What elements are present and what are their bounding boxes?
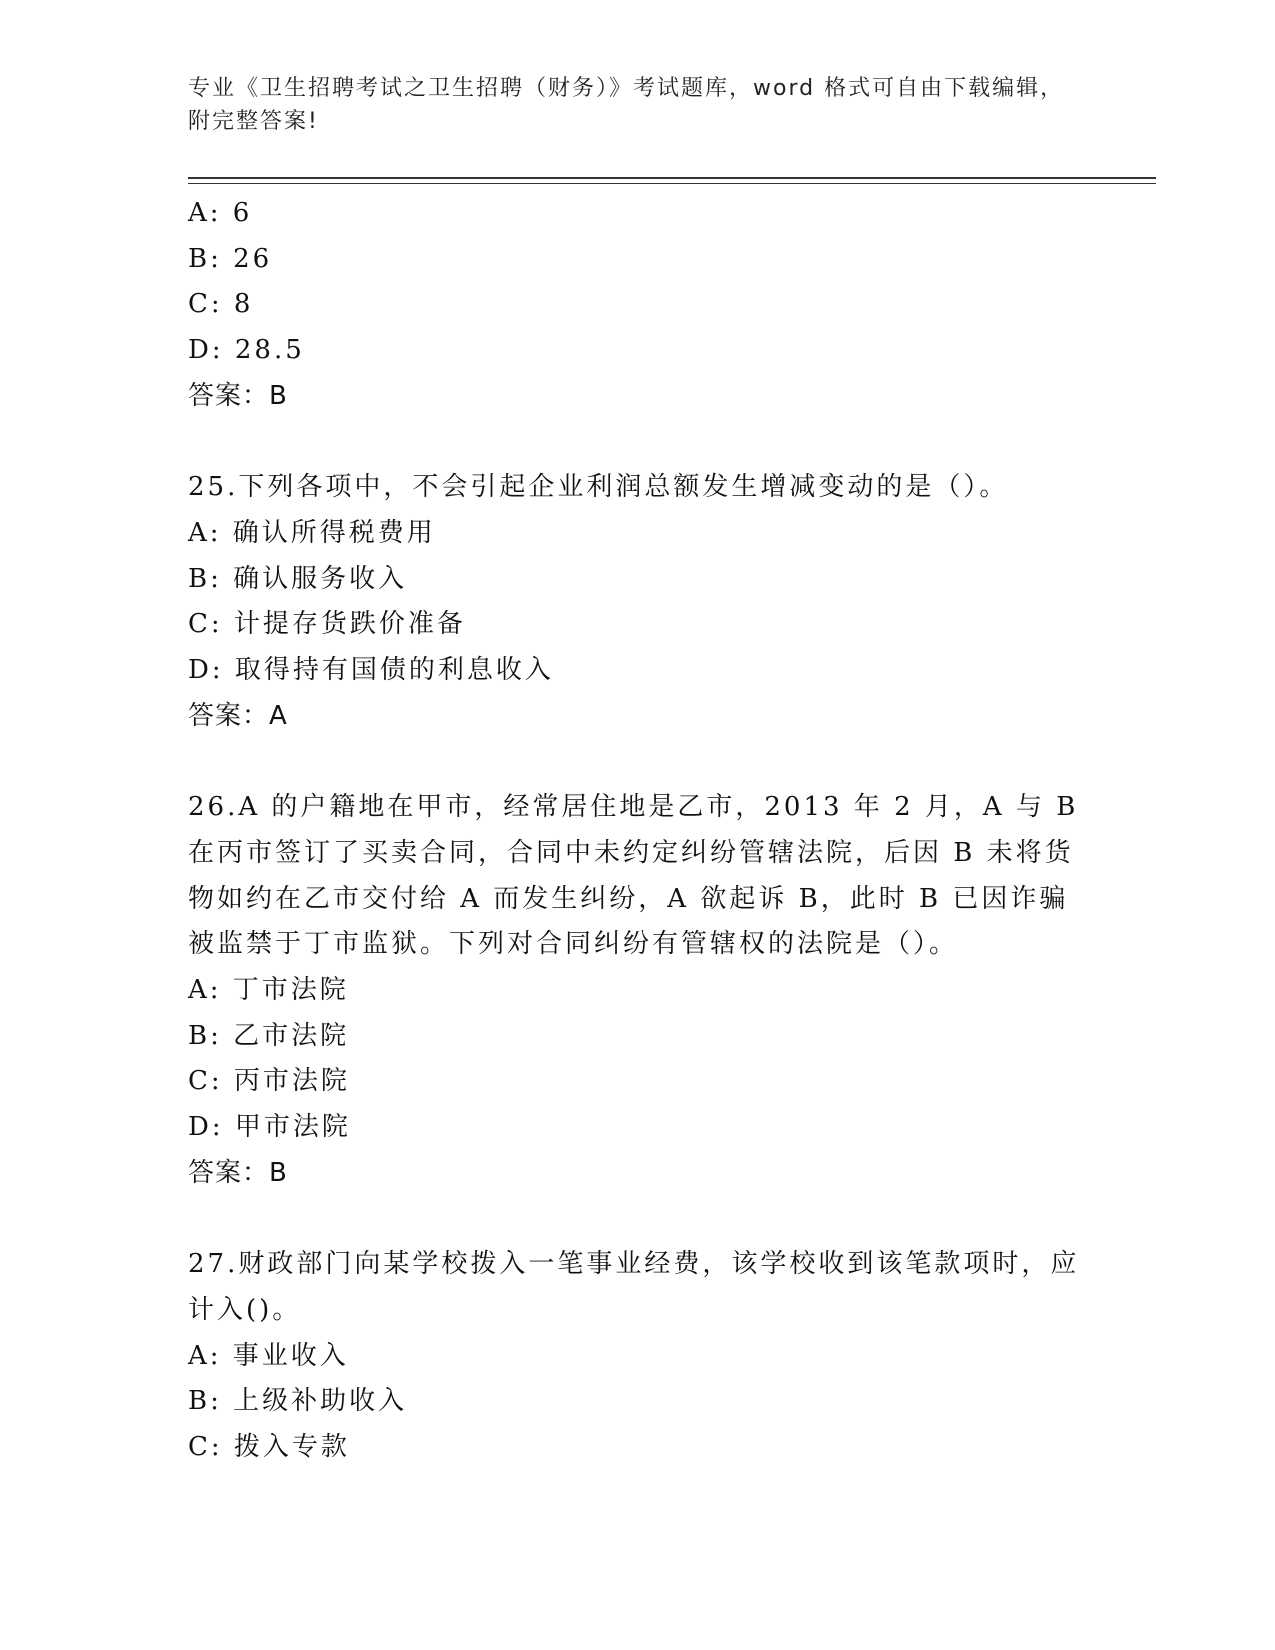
option-b: B: 确认服务收入 xyxy=(188,563,408,594)
header-divider-thick xyxy=(188,177,1156,179)
option-d: D: 甲市法院 xyxy=(188,1112,351,1143)
option-a: A: 6 xyxy=(188,198,253,228)
question-24-tail xyxy=(188,191,1088,420)
option-d: D: 28.5 xyxy=(188,335,305,366)
question-27 xyxy=(188,1242,1088,1471)
option-b: B: 26 xyxy=(188,243,273,274)
question-list xyxy=(188,191,1088,1471)
option-b: B: 上级补助收入 xyxy=(188,1386,408,1417)
option-c: C: 8 xyxy=(188,289,254,320)
option-a: A: 确认所得税费用 xyxy=(188,517,436,548)
option-c: C: 计提存货跌价准备 xyxy=(188,609,466,640)
answer-line: 答案：B xyxy=(188,1157,288,1188)
header-divider-thin xyxy=(188,183,1156,184)
answer-line: 答案：A xyxy=(188,700,288,731)
question-text: 27.财政部门向某学校拨入一笔事业经费，该学校收到该笔款项时，应计入()。 xyxy=(188,1249,1080,1325)
option-c: C: 丙市法院 xyxy=(188,1066,350,1097)
answer-line: 答案：B xyxy=(188,380,288,411)
document-header: 专业《卫生招聘考试之卫生招聘（财务）》考试题库，word 格式可自由下载编辑，附完整答案! xyxy=(188,76,1065,134)
option-a: A: 丁市法院 xyxy=(188,974,349,1005)
option-c: C: 拨入专款 xyxy=(188,1431,350,1462)
question-25 xyxy=(188,465,1088,739)
question-text: 25.下列各项中，不会引起企业利润总额发生增减变动的是（）。 xyxy=(188,472,1009,503)
question-text: 26.A 的户籍地在甲市，经常居住地是乙市，2013 年 2 月，A 与 B 在丙市签订了买卖合同，合同中未约定纠纷管辖法院，后因 B 未将货物如约在乙市交付给 A 而发生纠纷，A 欲起诉 B，此时 B 已因诈骗被监禁于丁市监狱。下列对合同纠纷有管辖权的法院是（）。 xyxy=(188,792,1079,960)
option-a: A: 事业收入 xyxy=(188,1340,349,1371)
option-b: B: 乙市法院 xyxy=(188,1020,350,1051)
question-26 xyxy=(188,785,1088,1196)
option-d: D: 取得持有国债的利息收入 xyxy=(188,655,554,686)
